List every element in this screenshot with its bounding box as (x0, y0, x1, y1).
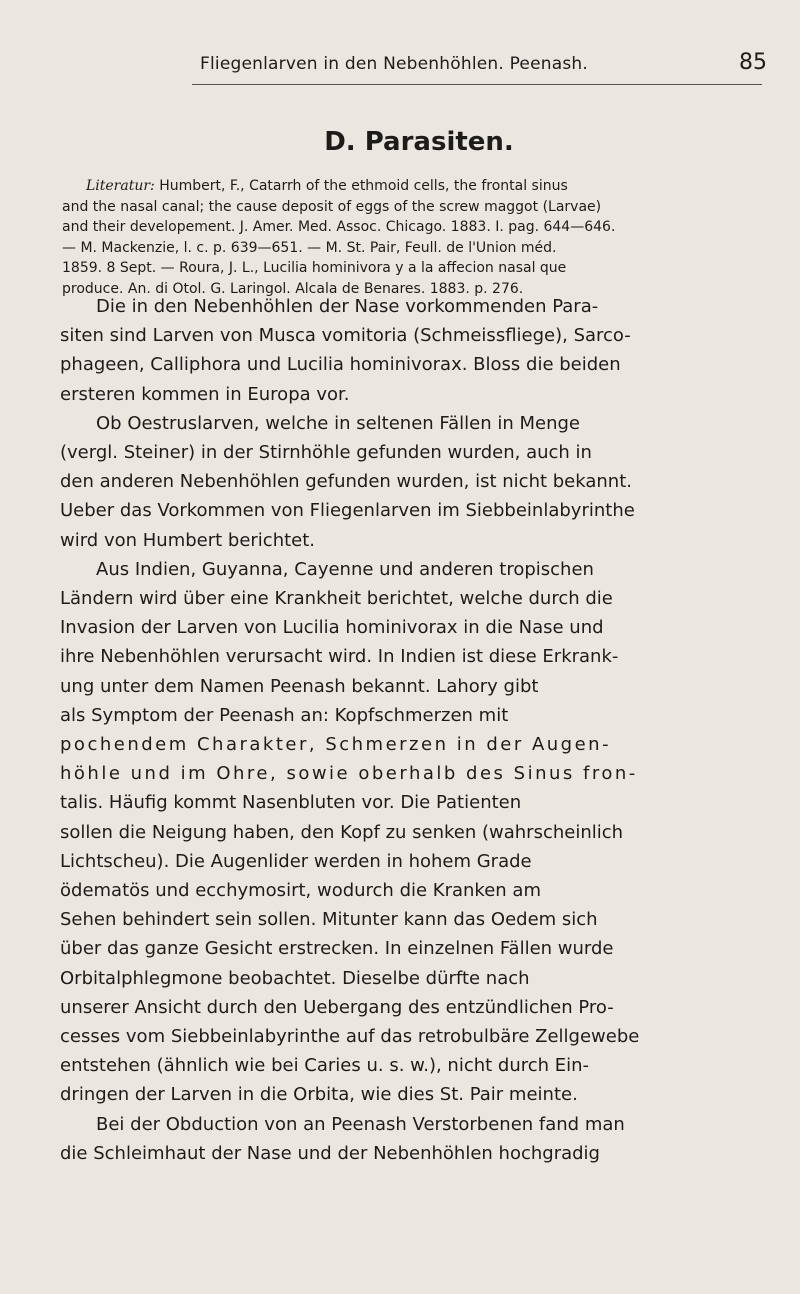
body-line: als Symptom der Peenash an: Kopfschmerzen mit (60, 704, 509, 726)
body-line: sollen die Neigung haben, den Kopf zu senken (wahrscheinlich (60, 821, 624, 843)
body-line: wird von Humbert berichtet. (60, 529, 316, 551)
body-line: dringen der Larven in die Orbita, wie dies St. Pair meinte. (60, 1084, 578, 1106)
literature-line (62, 176, 762, 197)
literature-line: 1859. 8 Sept. — Roura, J. L., Lucilia hominivora y a la affecion nasal que (62, 260, 567, 276)
body-line: über das ganze Gesicht erstrecken. In einzelnen Fällen wurde (60, 938, 614, 960)
body-line: Sehen behindert sein sollen. Mitunter kann das Oedem sich (60, 909, 598, 931)
body-line: Orbitalphlegmone beobachtet. Dieselbe dürfte nach (60, 967, 530, 989)
body-line: (vergl. Steiner) in der Stirnhöhle gefunden wurden, auch in (60, 442, 592, 464)
body-line: höhle und im Ohre, sowie oberhalb des Sinus fron- (60, 763, 638, 785)
body-line: Ob Oestruslarven, welche in seltenen Fällen in Menge (96, 412, 580, 434)
body-line: cesses vom Siebbeinlabyrinthe auf das retrobulbäre Zellgewebe (60, 1026, 640, 1048)
body-line: den anderen Nebenhöhlen gefunden wurden, ist nicht bekannt. (60, 471, 632, 493)
body-line: Ländern wird über eine Krankheit berichtet, welche durch die (60, 588, 613, 610)
body-line: talis. Häufig kommt Nasenbluten vor. Die Patienten (60, 792, 522, 814)
body-line: Aus Indien, Guyanna, Cayenne und anderen tropischen (96, 558, 594, 580)
running-head-title: Fliegenlarven in den Nebenhöhlen. Peenash. (200, 54, 588, 74)
literature-line: and the nasal canal; the cause deposit of eggs of the screw maggot (Larvae) (62, 198, 602, 215)
literature-line: produce. An. di Otol. G. Laringol. Alcala de Benares. 1883. p. 276. (62, 280, 524, 297)
body-line: Bei der Obduction von an Peenash Verstorbenen fand man (96, 1113, 625, 1135)
literature-line-text: Humbert, F., Catarrh of the ethmoid cells, the frontal sinus (154, 178, 568, 194)
body-line: ung unter dem Namen Peenash bekannt. Lahory gibt (60, 675, 539, 697)
literature-line: and their developement. J. Amer. Med. Assoc. Chicago. 1883. I. pag. 644—646. (62, 219, 616, 235)
literature-label: Literatur: (86, 178, 155, 194)
body-line: phageen, Calliphora und Lucilia hominivorax. Bloss die beiden (60, 354, 621, 376)
body-line: Ueber das Vorkommen von Fliegenlarven im Siebbeinlabyrinthe (60, 500, 635, 522)
page-number: 85 (739, 50, 767, 75)
section-heading: D. Parasiten. (324, 127, 514, 157)
header-rule (192, 84, 762, 85)
body-line: ihre Nebenhöhlen verursacht wird. In Indien ist diese Erkrank- (60, 646, 619, 668)
body-line: ödematös und ecchymosirt, wodurch die Kranken am (60, 880, 541, 902)
body-line: die Schleimhaut der Nase und der Nebenhöhlen hochgradig (60, 1142, 600, 1164)
body-line: unserer Ansicht durch den Uebergang des entzündlichen Pro- (60, 996, 614, 1018)
body-line: siten sind Larven von Musca vomitoria (Schmeissfliege), Sarco- (60, 325, 631, 347)
body-line: Die in den Nebenhöhlen der Nase vorkommenden Para- (96, 296, 599, 317)
body-line: Invasion der Larven von Lucilia hominivorax in die Nase und (60, 617, 604, 639)
body-text (60, 292, 772, 1168)
body-line: ersteren kommen in Europa vor. (60, 383, 350, 405)
body-line: entstehen (ähnlich wie bei Caries u. s. w.), nicht durch Ein- (60, 1055, 590, 1077)
body-line: Lichtscheu). Die Augenlider werden in hohem Grade (60, 850, 532, 872)
literature-line: — M. Mackenzie, l. c. p. 639—651. — M. St. Pair, Feull. de l'Union méd. (62, 239, 557, 256)
body-line: pochendem Charakter, Schmerzen in der Augen- (60, 734, 612, 756)
literature-references (62, 176, 762, 299)
